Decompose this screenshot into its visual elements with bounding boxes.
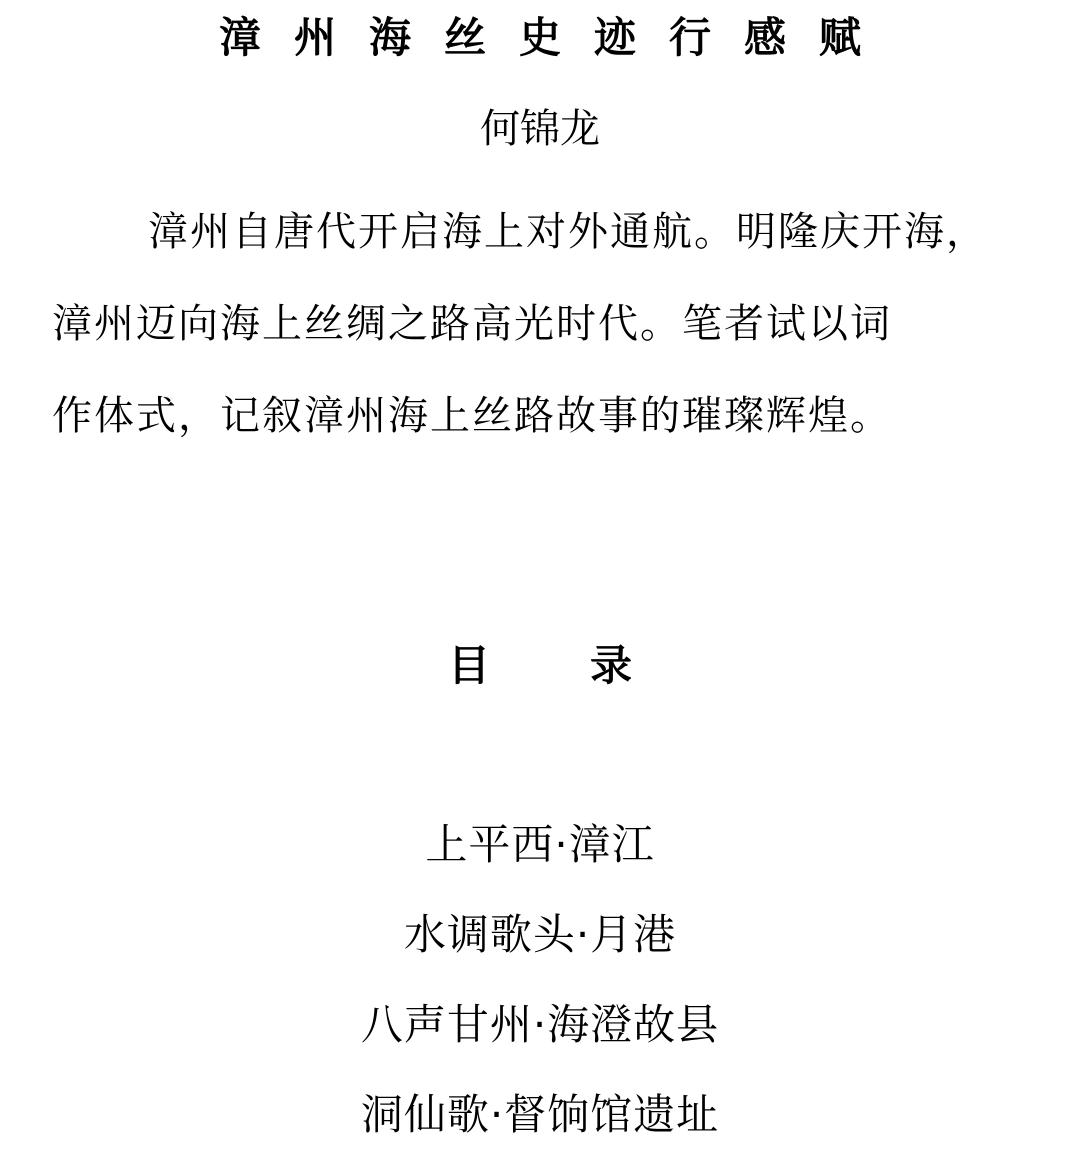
toc-item[interactable]: 八声甘州·海澄故县 [360, 1000, 720, 1049]
poem-title: 漳州海丝史迹行感赋 [218, 13, 894, 62]
toc-item[interactable]: 洞仙歌·督饷馆遗址 [360, 1090, 720, 1139]
intro-line: 作体式，记叙漳州海上丝路故事的璀璨辉煌。 [52, 393, 892, 439]
intro-paragraph [52, 186, 1062, 462]
toc-item[interactable]: 水调歌头·月港 [403, 910, 677, 959]
toc-heading-char: 录 [590, 641, 633, 690]
table-of-contents-heading [0, 638, 1080, 694]
toc-heading-char: 目 [447, 641, 490, 690]
table-of-contents [0, 800, 1080, 1160]
intro-line: 漳州自唐代开启海上对外通航。明隆庆开海， [148, 209, 988, 255]
intro-line: 漳州迈向海上丝绸之路高光时代。笔者试以词 [52, 301, 892, 347]
toc-item[interactable]: 上平西·漳江 [425, 820, 655, 869]
author-name: 何锦龙 [480, 106, 600, 152]
